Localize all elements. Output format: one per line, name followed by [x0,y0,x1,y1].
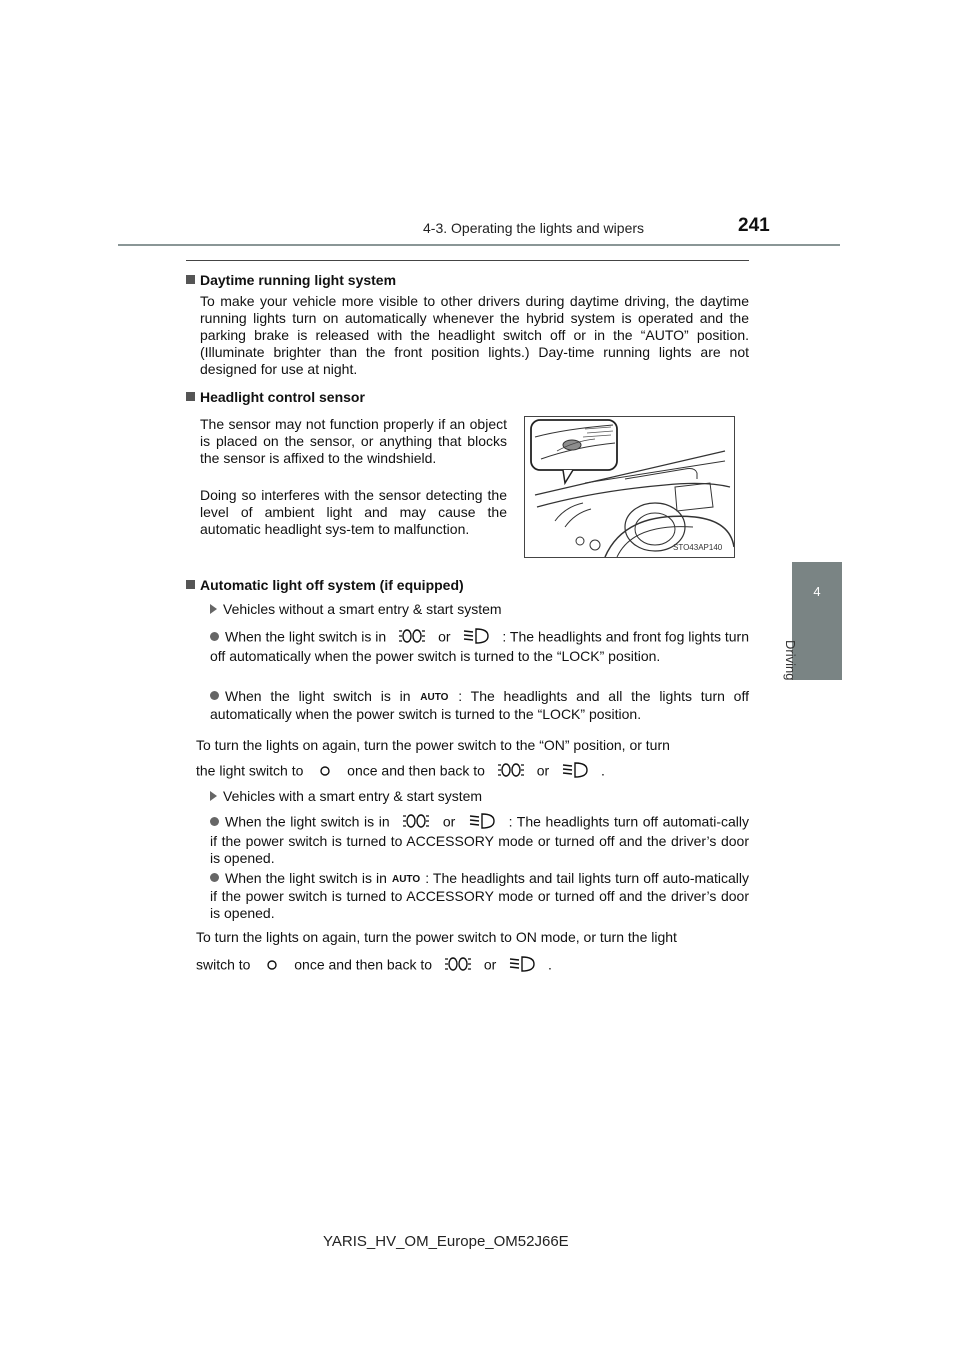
section-title: 4-3. Operating the lights and wipers [423,220,645,236]
text: When the light switch is in [225,813,390,830]
round-bullet-icon [210,632,219,641]
text: When the light switch is in [225,688,411,704]
square-bullet-icon [186,275,195,284]
group1-note-2 [196,762,756,782]
sensor-body-2: Doing so interferes with the sensor detecting the level of ambient light and may cause the automatic headlight sys-tem to malfunction. [200,487,507,537]
drl-title-text: Daytime running light system [200,272,397,288]
text: or [536,762,550,779]
group2-heading [210,788,482,805]
sensor-body-1: The sensor may not function properly if an object is placed on the sensor, or anything that blocks the sensor is affixed to the windshield. [200,416,507,466]
text: or [483,956,497,973]
sensor-illustration [524,416,735,558]
group2-note-2 [196,956,756,976]
text: . [548,956,552,973]
drl-body: To make your vehicle more visible to other drivers during daytime driving, the daytime running lights turn on automatically whenever the hybrid system is operated and the parking brake is released with the headlight switch off or in the “AUTO” position. (Illuminate brighter than the front position lights.) Day-time running lights are not designed for use at night. [200,293,749,377]
auto-icon: AUTO [391,874,421,885]
text: : The headlights and front fog lights turn off automatically when the power switch is turned to the “LOCK” position. [210,628,750,664]
text: : The headlights and tail lights turn off auto-matically if the power switch is turned to ACCESSORY mode or turned off and the driver’s door is opened. [210,870,749,921]
group2-note-1: To turn the lights on again, turn the power switch to ON mode, or turn the light [196,929,677,945]
header-rule [118,244,840,246]
text: When the light switch is in [225,628,387,645]
auto-off-title [186,577,464,593]
headlight-icon [508,956,536,976]
tail-light-icon [398,628,426,648]
auto-icon: AUTO [420,692,449,703]
triangle-bullet-icon [210,791,217,801]
round-bullet-icon [210,817,219,826]
text: switch to [196,956,251,973]
group1-bullet-1 [210,628,749,665]
triangle-bullet-icon [210,604,217,614]
page-number: 241 [738,215,770,236]
headlight-icon [468,813,496,833]
group2-bullet-2 [210,870,749,922]
text: once and then back to [294,956,433,973]
round-bullet-icon [210,691,219,700]
headlight-icon [561,762,589,782]
text: once and then back to [347,762,485,779]
figure-code: STO43AP140 [673,543,723,552]
off-position-icon [266,958,278,975]
text: : The headlights and all the lights turn off automatically when the power switch is turned to the “LOCK” position. [210,688,749,722]
headlight-icon [462,628,490,648]
text: : The headlights turn off automati-cally if the power switch is turned to ACCESSORY mode or turned off and the driver’s door is opened. [210,813,749,866]
tail-light-icon [402,813,430,833]
drl-title [186,272,396,288]
tail-light-icon [497,762,525,782]
text: . [600,762,605,779]
chapter-tab [792,562,842,680]
text: the light switch to [196,762,304,779]
group1-bullet-2 [210,688,749,723]
square-bullet-icon [186,580,195,589]
section-divider [186,260,749,261]
group1-heading [210,601,502,618]
tail-light-icon [444,956,472,976]
chapter-label: Driving [783,640,798,681]
group2-heading-text: Vehicles with a smart entry & start system [223,788,483,804]
chapter-number: 4 [813,584,821,599]
auto-off-title-text: Automatic light off system (if equipped) [200,577,464,593]
document-id: YARIS_HV_OM_Europe_OM52J66E [323,1233,569,1250]
group1-note-1: To turn the lights on again, turn the power switch to the “ON” position, or turn [196,737,670,753]
text: or [442,813,456,830]
sensor-title-text: Headlight control sensor [200,389,365,405]
text: When the light switch is in [225,870,387,886]
sensor-title [186,389,365,405]
text: or [438,628,451,645]
off-position-icon [319,764,331,781]
group2-bullet-1 [210,813,749,867]
group1-heading-text: Vehicles without a smart entry & start system [223,601,502,617]
square-bullet-icon [186,392,195,401]
round-bullet-icon [210,873,219,882]
